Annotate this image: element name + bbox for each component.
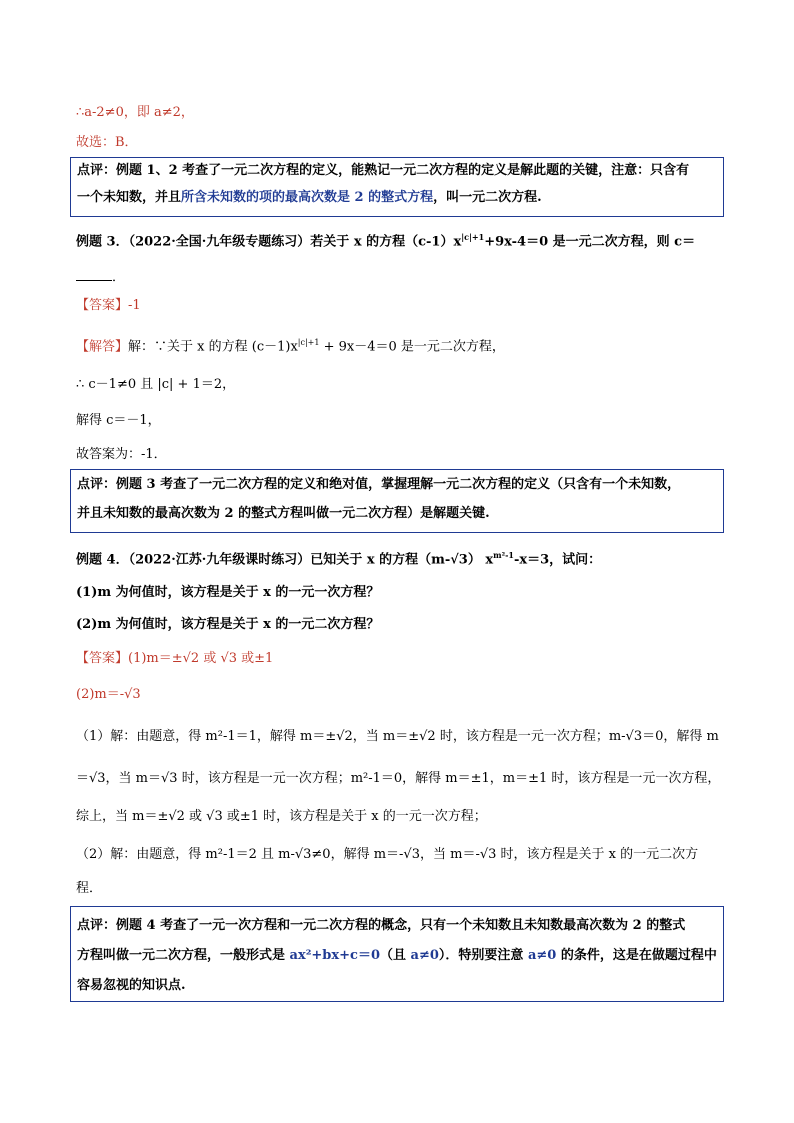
comment-1-line-2: 一个未知数，并且所含未知数的项的最高次数是 2 的整式方程，叫一元二次方程. bbox=[77, 190, 542, 205]
example-4-question: 例题 4．（2022·江苏·九年级课时练习）已知关于 x 的方程（m-√3） $x^{m^2-1}-x=3$，试问： bbox=[76, 550, 602, 568]
example-3-solution-1: 【解答】解：∵关于 x 的方程 $(c-1)x^{|c|+1} + 9x-4=0$ 是一元二次方程， bbox=[76, 338, 505, 355]
comment-2-line-1: 点评：例题 3 考查了一元二次方程的定义和绝对值，掌握理解一元二次方程的定义（只含有一个未知数， bbox=[77, 477, 681, 492]
example-3-question: 例题 3．（2022·全国·九年级专题练习）若关于 x 的方程$(c-1)x^{|c|+1}+9x-4=0$ 是一元二次方程，则 c＝ bbox=[76, 232, 696, 250]
comment-2-line-2: 并且未知数的最高次数为 2 的整式方程叫做一元二次方程）是解题关键. bbox=[77, 506, 490, 521]
conclusion-line: ∴a-2≠0，即 a≠2， bbox=[76, 105, 194, 120]
comment-box-2 bbox=[70, 469, 724, 533]
example-4-part-2: (2)m 为何值时，该方程是关于 x 的一元二次方程？ bbox=[76, 617, 380, 632]
example-4-solution-5: 程． bbox=[76, 881, 103, 896]
comment-1-line-1: 点评：例题 1、2 考查了一元二次方程的定义，能熟记一元二次方程的定义是解此题的关键，注意：只含有 bbox=[77, 163, 690, 178]
example-4-solution-4: （2）解：由题意，得 m²-1＝2 且 m-√3≠0，解得 m＝-√3，当 m＝-√3 时，该方程是关于 x 的一元二次方 bbox=[76, 847, 699, 862]
example-4-answer-1: 【答案】(1)m＝±√2 或 √3 或±1 bbox=[76, 651, 274, 666]
example-4-solution-2: ＝√3，当 m＝√3 时，该方程是一元一次方程；m²-1＝0，解得 m＝±1，m＝±1 时，该方程是一元一次方程， bbox=[76, 771, 721, 786]
example-4-part-1: (1)m 为何值时，该方程是关于 x 的一元一次方程？ bbox=[76, 585, 380, 600]
comment-box-3 bbox=[70, 906, 724, 1002]
comment-3-line-2: 方程叫做一元二次方程，一般形式是 ax²+bx+c＝0（且 a≠0）．特别要注意 a≠0 的条件，这是在做题过程中 bbox=[77, 948, 717, 963]
comment-3-line-3: 容易忽视的知识点. bbox=[77, 978, 186, 993]
example-3-answer: 【答案】-1 bbox=[76, 298, 141, 313]
example-3-solution-4: 故答案为：-1． bbox=[76, 447, 167, 462]
example-3-solution-2: ∴ c－1≠0 且 |c| + 1＝2， bbox=[76, 377, 236, 392]
choice-line: 故选：B． bbox=[76, 135, 138, 150]
comment-box-1 bbox=[70, 157, 724, 217]
example-3-blank: ． bbox=[76, 268, 125, 287]
answer-blank bbox=[76, 268, 112, 281]
example-4-solution-3: 综上，当 m＝±√2 或 √3 或±1 时，该方程是关于 x 的一元一次方程； bbox=[76, 809, 487, 824]
comment-3-line-1: 点评：例题 4 考查了一元一次方程和一元二次方程的概念，只有一个未知数且未知数最高次数为 2 的整式 bbox=[77, 918, 686, 933]
example-4-solution-1: （1）解：由题意，得 m²-1＝1，解得 m＝±√2，当 m＝±√2 时，该方程是一元一次方程；m-√3＝0，解得 m bbox=[76, 729, 719, 744]
example-3-solution-3: 解得 c＝－1， bbox=[76, 413, 161, 428]
example-4-answer-2: (2)m＝-√3 bbox=[76, 687, 141, 702]
